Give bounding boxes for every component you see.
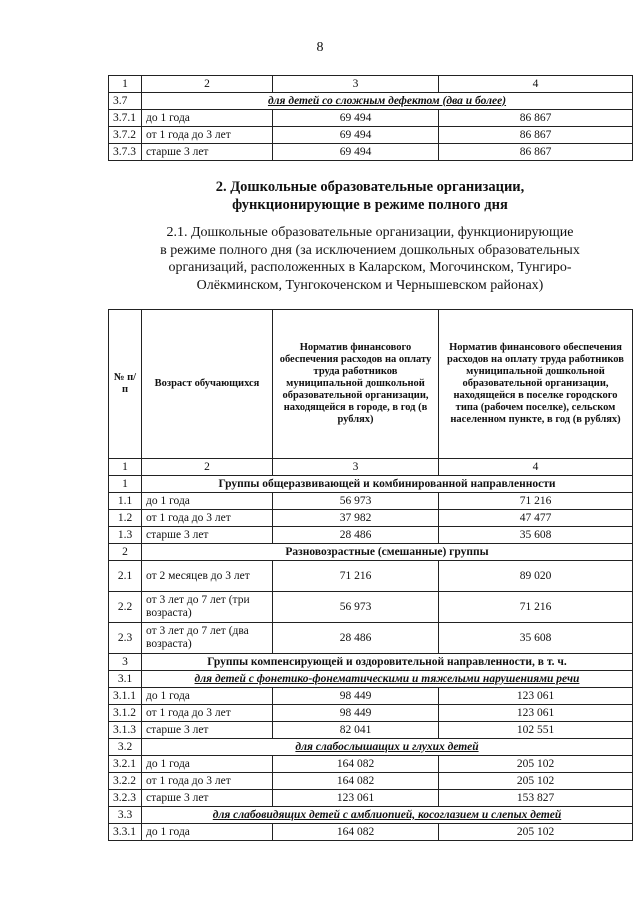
header-row [109,310,633,459]
city-value: 28 486 [273,623,439,654]
heading-line: функционирующие в режиме полного дня [232,197,508,213]
row-number: 3.2.3 [109,790,142,807]
city-value: 98 449 [273,688,439,705]
page-number: 8 [316,40,324,55]
paragraph-line: 2.1. Дошкольные образовательные организации, функционирующие [166,225,574,240]
row-number: 3.1.3 [109,722,142,739]
paragraph-line: организаций, расположенных в Каларском, Могочинском, Тунгиро- [168,260,572,275]
colnum-cell: 3 [273,76,439,93]
age-cell: до 1 года [142,688,273,705]
colnum-cell: 4 [439,76,633,93]
town-value: 86 867 [439,127,633,144]
section-number: 3.1 [109,671,142,688]
row-number: 3.3.1 [109,824,142,841]
table-row [109,790,633,807]
age-cell: старше 3 лет [142,790,273,807]
section-title: для слабослышащих и глухих детей [142,739,633,756]
city-value: 69 494 [273,127,439,144]
row-number: 3.2.2 [109,773,142,790]
city-value: 71 216 [273,561,439,592]
town-value: 35 608 [439,623,633,654]
town-value: 205 102 [439,824,633,841]
table-row [109,773,633,790]
section-number: 3.3 [109,807,142,824]
row-number: 1.1 [109,493,142,510]
age-cell: до 1 года [142,824,273,841]
town-value: 205 102 [439,773,633,790]
table-row [109,592,633,623]
colnum-cell: 1 [109,459,142,476]
city-value: 56 973 [273,493,439,510]
city-value: 69 494 [273,110,439,127]
group-row [109,654,633,671]
age-cell: от 1 года до 3 лет [142,127,273,144]
town-value: 71 216 [439,592,633,623]
town-value: 71 216 [439,493,633,510]
age-cell: до 1 года [142,110,273,127]
group-number: 3 [109,654,142,671]
age-cell: старше 3 лет [142,722,273,739]
row-number: 3.7.1 [109,110,142,127]
age-cell: от 1 года до 3 лет [142,773,273,790]
table-row [109,127,633,144]
row-number: 1.3 [109,527,142,544]
table-row [109,688,633,705]
town-value: 123 061 [439,688,633,705]
row-number: 3.1.2 [109,705,142,722]
age-cell: от 3 лет до 7 лет (два возраста) [142,623,273,654]
table-row [109,110,633,127]
row-number: 2.2 [109,592,142,623]
table-row [109,527,633,544]
age-cell: до 1 года [142,756,273,773]
column-number-row [109,76,633,93]
colnum-cell: 2 [142,459,273,476]
town-value: 86 867 [439,144,633,161]
town-value: 89 020 [439,561,633,592]
row-number: 3.2.1 [109,756,142,773]
town-value: 35 608 [439,527,633,544]
town-value: 123 061 [439,705,633,722]
city-value: 98 449 [273,705,439,722]
main-table [108,309,633,841]
row-number: 1.2 [109,510,142,527]
section-heading [108,178,632,214]
city-value: 164 082 [273,824,439,841]
header-age: Возраст обучающихся [142,310,273,459]
section-number: 3.7 [109,93,142,110]
age-cell: от 3 лет до 7 лет (три возраста) [142,592,273,623]
group-row [109,476,633,493]
colnum-cell: 4 [439,459,633,476]
header-number: № п/п [109,310,142,459]
row-number: 2.3 [109,623,142,654]
section-number: 3.2 [109,739,142,756]
group-number: 2 [109,544,142,561]
group-number: 1 [109,476,142,493]
town-value: 102 551 [439,722,633,739]
paragraph-line: Олёкминском, Тунгокоченском и Чернышевском районах) [196,277,544,293]
table-row [109,623,633,654]
city-value: 37 982 [273,510,439,527]
row-number: 3.7.2 [109,127,142,144]
table-row [109,510,633,527]
town-value: 47 477 [439,510,633,527]
group-row [109,544,633,561]
city-value: 82 041 [273,722,439,739]
table-row [109,722,633,739]
header-city-norm: Норматив финансового обеспечения расходов на оплату труда работников муниципальной дошкольной образовательной организации, находящейся в городе, в год (в рублях) [273,310,439,459]
age-cell: от 1 года до 3 лет [142,510,273,527]
city-value: 164 082 [273,773,439,790]
row-number: 3.7.3 [109,144,142,161]
top-table [108,75,633,161]
table-row [109,705,633,722]
colnum-cell: 1 [109,76,142,93]
group-title: Разновозрастные (смешанные) группы [142,544,633,561]
group-title: Группы компенсирующей и оздоровительной направленности, в т. ч. [142,654,633,671]
town-value: 205 102 [439,756,633,773]
town-value: 86 867 [439,110,633,127]
town-value: 153 827 [439,790,633,807]
subsection-paragraph [112,224,628,294]
group-title: Группы общеразвивающей и комбинированной направленности [142,476,633,493]
city-value: 164 082 [273,756,439,773]
section-row [109,671,633,688]
age-cell: до 1 года [142,493,273,510]
table-row [109,144,633,161]
paragraph-line: в режиме полного дня (за исключением дошкольных образовательных [160,242,580,258]
section-row [109,739,633,756]
colnum-cell: 3 [273,459,439,476]
table-row [109,561,633,592]
section-title: для детей со сложным дефектом (два и более) [142,93,633,110]
age-cell: старше 3 лет [142,527,273,544]
column-number-row [109,459,633,476]
city-value: 56 973 [273,592,439,623]
city-value: 28 486 [273,527,439,544]
table-row [109,824,633,841]
city-value: 69 494 [273,144,439,161]
colnum-cell: 2 [142,76,273,93]
table-row [109,756,633,773]
row-number: 3.1.1 [109,688,142,705]
city-value: 123 061 [273,790,439,807]
section-title: для слабовидящих детей с амблиопией, косоглазием и слепых детей [142,807,633,824]
table-row [109,493,633,510]
heading-line: 2. Дошкольные образовательные организации, [215,179,525,195]
header-town-norm: Норматив финансового обеспечения расходов на оплату труда работников муниципальной дошкольной образовательной организации, находящейся в поселке городского типа (рабочем поселке), сельском населенном пункте, в год (в рублях) [439,310,633,459]
section-row [109,807,633,824]
row-number: 2.1 [109,561,142,592]
age-cell: от 2 месяцев до 3 лет [142,561,273,592]
age-cell: старше 3 лет [142,144,273,161]
section-row [109,93,633,110]
age-cell: от 1 года до 3 лет [142,705,273,722]
section-title: для детей с фонетико-фонематическими и тяжелыми нарушениями речи [142,671,633,688]
